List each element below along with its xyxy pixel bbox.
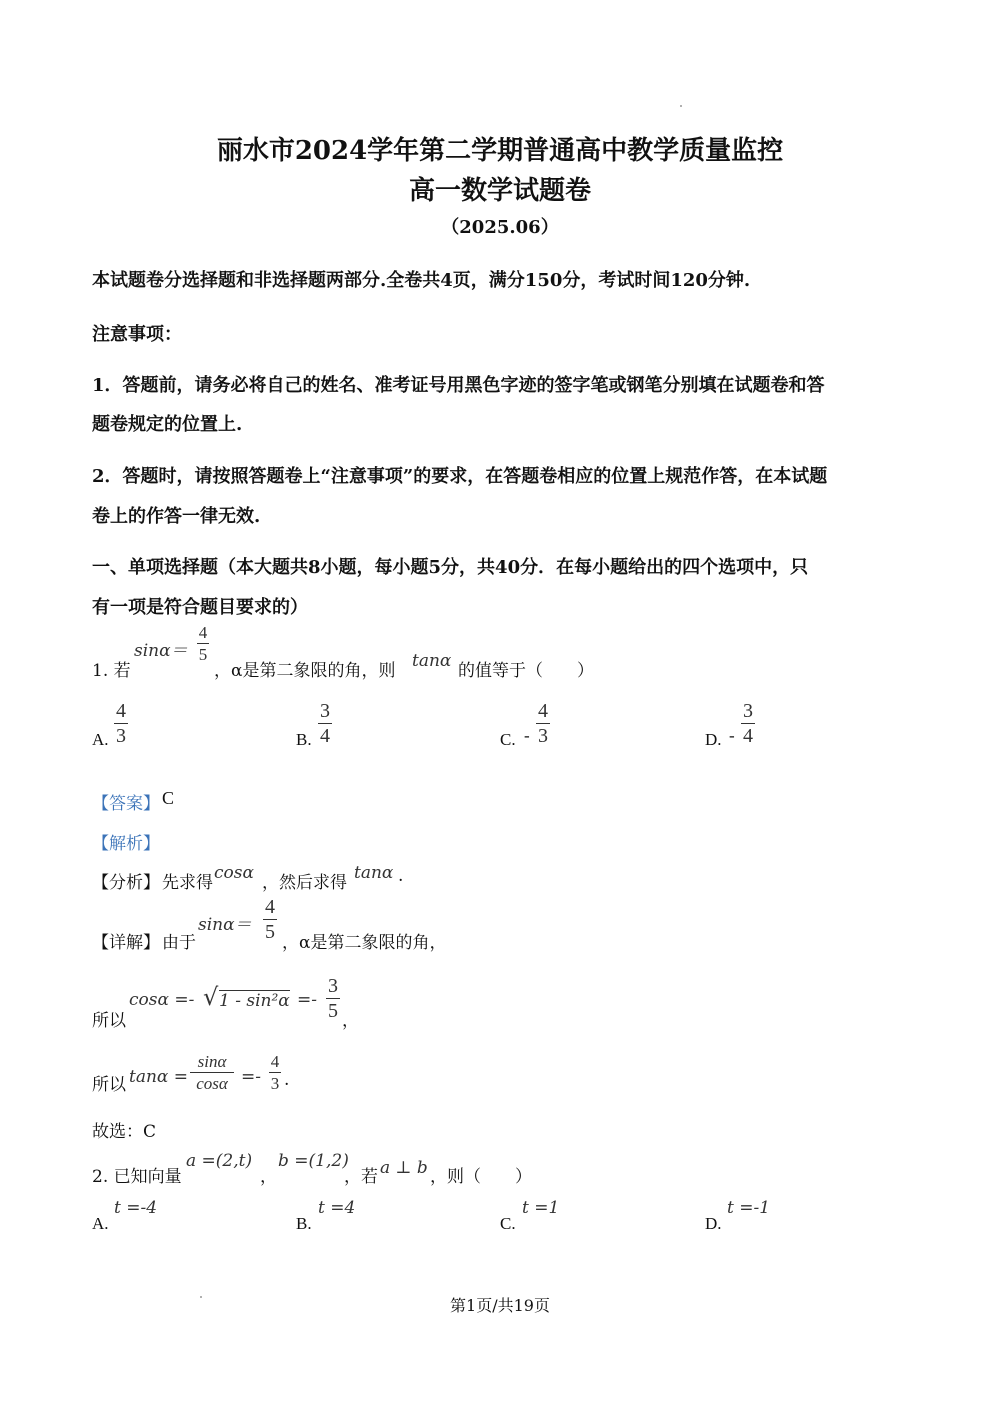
- exam-date: （2025.06）: [441, 217, 559, 238]
- q1-option-b-bar: [318, 723, 332, 724]
- cos-line-lhs: cosα =-: [129, 990, 195, 1010]
- q1-option-d-label: D.: [705, 730, 722, 749]
- q1-option-a-fraction: [114, 701, 128, 746]
- tan-tail: .: [284, 1070, 290, 1090]
- tan-eq: =-: [241, 1067, 261, 1087]
- fenxi-text2: ，然后求得: [262, 873, 347, 893]
- notes-heading: 注意事项：: [92, 324, 182, 345]
- q2-option-c-label: C.: [500, 1214, 516, 1233]
- analysis-tag: 【解析】: [92, 834, 160, 854]
- answer-value: C: [162, 788, 175, 808]
- tan-ratio-fraction: [190, 1053, 234, 1092]
- q1-option-c-fraction: [536, 701, 550, 746]
- q2-option-b-value: t =4: [318, 1198, 356, 1218]
- exam-intro: 本试题卷分选择题和非选择题两部分.全卷共4页，满分150分，考试时间120分钟.: [92, 270, 751, 291]
- q1-option-b-label: B.: [296, 730, 312, 749]
- q1-frac-den: 5: [198, 645, 208, 665]
- q1-frac-num: 4: [198, 623, 208, 642]
- suoyi-label-1: 所以: [92, 1011, 126, 1031]
- q1-option-c-num: 4: [538, 700, 548, 722]
- note-1-line1: 1．答题前，请务必将自己的姓名、准考证号用黑色字迹的签字笔或钢笔分别填在试题卷和答: [92, 375, 825, 396]
- cos-fraction: [326, 976, 340, 1021]
- xiangjie-frac-num: 4: [265, 896, 275, 918]
- tan-ratio-bar: [190, 1072, 234, 1073]
- note-1-line2: 题卷规定的位置上.: [92, 414, 243, 435]
- page-footer: 第1页/共19页: [450, 1296, 550, 1315]
- xiangjie-tag: 【详解】: [92, 933, 160, 953]
- q1-option-d-bar: [741, 723, 755, 724]
- fenxi-cos: cosα: [214, 863, 254, 883]
- tan-fraction: [269, 1053, 281, 1092]
- q2-option-d-label: D.: [705, 1214, 722, 1233]
- q2-ruo: ，若: [344, 1167, 378, 1187]
- q1-option-c-sign: -: [524, 726, 530, 745]
- q1-option-b-den: 4: [320, 725, 330, 748]
- xiangjie-sin-expr: sinα＝: [198, 915, 252, 935]
- q1-option-c-bar: [536, 723, 550, 724]
- cos-frac-num: 3: [328, 975, 338, 997]
- q1-option-d-fraction: [741, 701, 755, 746]
- tan-frac-den: 3: [270, 1074, 280, 1094]
- q1-fraction: [197, 624, 209, 663]
- q1-option-a-num: 4: [116, 700, 126, 722]
- q2-comma: ，: [260, 1167, 277, 1187]
- q1-mid: ，α是第二象限的角，则: [214, 661, 396, 681]
- note-2-line1: 2．答题时，请按照答题卷上“注意事项”的要求，在答题卷相应的位置上规范作答，在本试题: [92, 466, 828, 487]
- section1-line2: 有一项是符合题目要求的）: [92, 597, 308, 618]
- q1-option-d-den: 4: [743, 725, 753, 748]
- q1-tan-expr: tanα: [412, 651, 452, 671]
- exam-title-line1: 丽水市2024学年第二学期普通高中教学质量监控: [216, 136, 784, 166]
- q1-option-c-label: C.: [500, 730, 516, 749]
- xiangjie-tail: ，α是第二象限的角，: [282, 933, 447, 953]
- q1-option-c-den: 3: [538, 725, 548, 748]
- speck: [680, 105, 682, 107]
- q2-a-vector: a =(2,t): [186, 1151, 253, 1171]
- note-2-line2: 卷上的作答一律无效.: [92, 506, 261, 527]
- q2-number: 2. 已知向量: [92, 1167, 182, 1187]
- xiangjie-text: 由于: [162, 933, 196, 953]
- tan-lhs: tanα =: [129, 1067, 189, 1087]
- q1-tail: 的值等于（ ）: [458, 661, 594, 681]
- tan-frac-bar: [269, 1072, 281, 1073]
- q2-option-c-value: t =1: [522, 1198, 560, 1218]
- q1-number: 1. 若: [92, 661, 131, 681]
- suoyi-label-2: 所以: [92, 1075, 126, 1095]
- q2-b-vector: b =(1,2): [278, 1151, 349, 1171]
- q1-option-a-den: 3: [116, 725, 126, 748]
- tan-ratio-num: sinα: [197, 1052, 227, 1071]
- xiangjie-fraction: [263, 897, 277, 942]
- q1-option-b-num: 3: [320, 700, 330, 722]
- q1-option-d-num: 3: [743, 700, 753, 722]
- xiangjie-frac-bar: [263, 919, 277, 920]
- xiangjie-frac-den: 5: [265, 921, 275, 944]
- q2-tail: ，则（ ）: [430, 1167, 532, 1187]
- q2-option-a-label: A.: [92, 1214, 109, 1233]
- q1-frac-bar: [197, 643, 209, 644]
- q2-option-b-label: B.: [296, 1214, 312, 1233]
- cos-line-eq: =-: [297, 990, 317, 1010]
- cos-line-tail: ，: [342, 1011, 359, 1031]
- fenxi-text1: 先求得: [162, 873, 213, 893]
- fenxi-tan: tanα: [354, 863, 394, 883]
- q1-option-a-label: A.: [92, 730, 109, 749]
- q2-perp: a ⊥ b: [380, 1158, 428, 1178]
- fenxi-tag: 【分析】: [92, 873, 160, 893]
- q2-option-a-value: t =-4: [114, 1198, 158, 1218]
- section1-line1: 一、单项选择题（本大题共8小题，每小题5分，共40分．在每小题给出的四个选项中，只: [92, 557, 809, 578]
- answer-tag: 【答案】: [92, 794, 160, 814]
- q2-option-d-value: t =-1: [727, 1198, 771, 1218]
- guxuan: 故选：C: [92, 1122, 157, 1142]
- q1-option-d-sign: -: [729, 726, 735, 745]
- cos-frac-den: 5: [328, 1000, 338, 1023]
- fenxi-end: .: [398, 866, 404, 886]
- q1-option-a-bar: [114, 723, 128, 724]
- q1-option-b-fraction: [318, 701, 332, 746]
- exam-title-line2: 高一数学试题卷: [408, 176, 591, 206]
- tan-ratio-den: cosα: [196, 1074, 228, 1094]
- sqrt-sign: √: [203, 983, 219, 1011]
- cos-line-root: 1 - sin²α: [219, 991, 290, 1011]
- tan-frac-num: 4: [270, 1052, 280, 1071]
- cos-frac-bar: [326, 998, 340, 999]
- q1-sin-expr: sinα＝: [134, 641, 188, 661]
